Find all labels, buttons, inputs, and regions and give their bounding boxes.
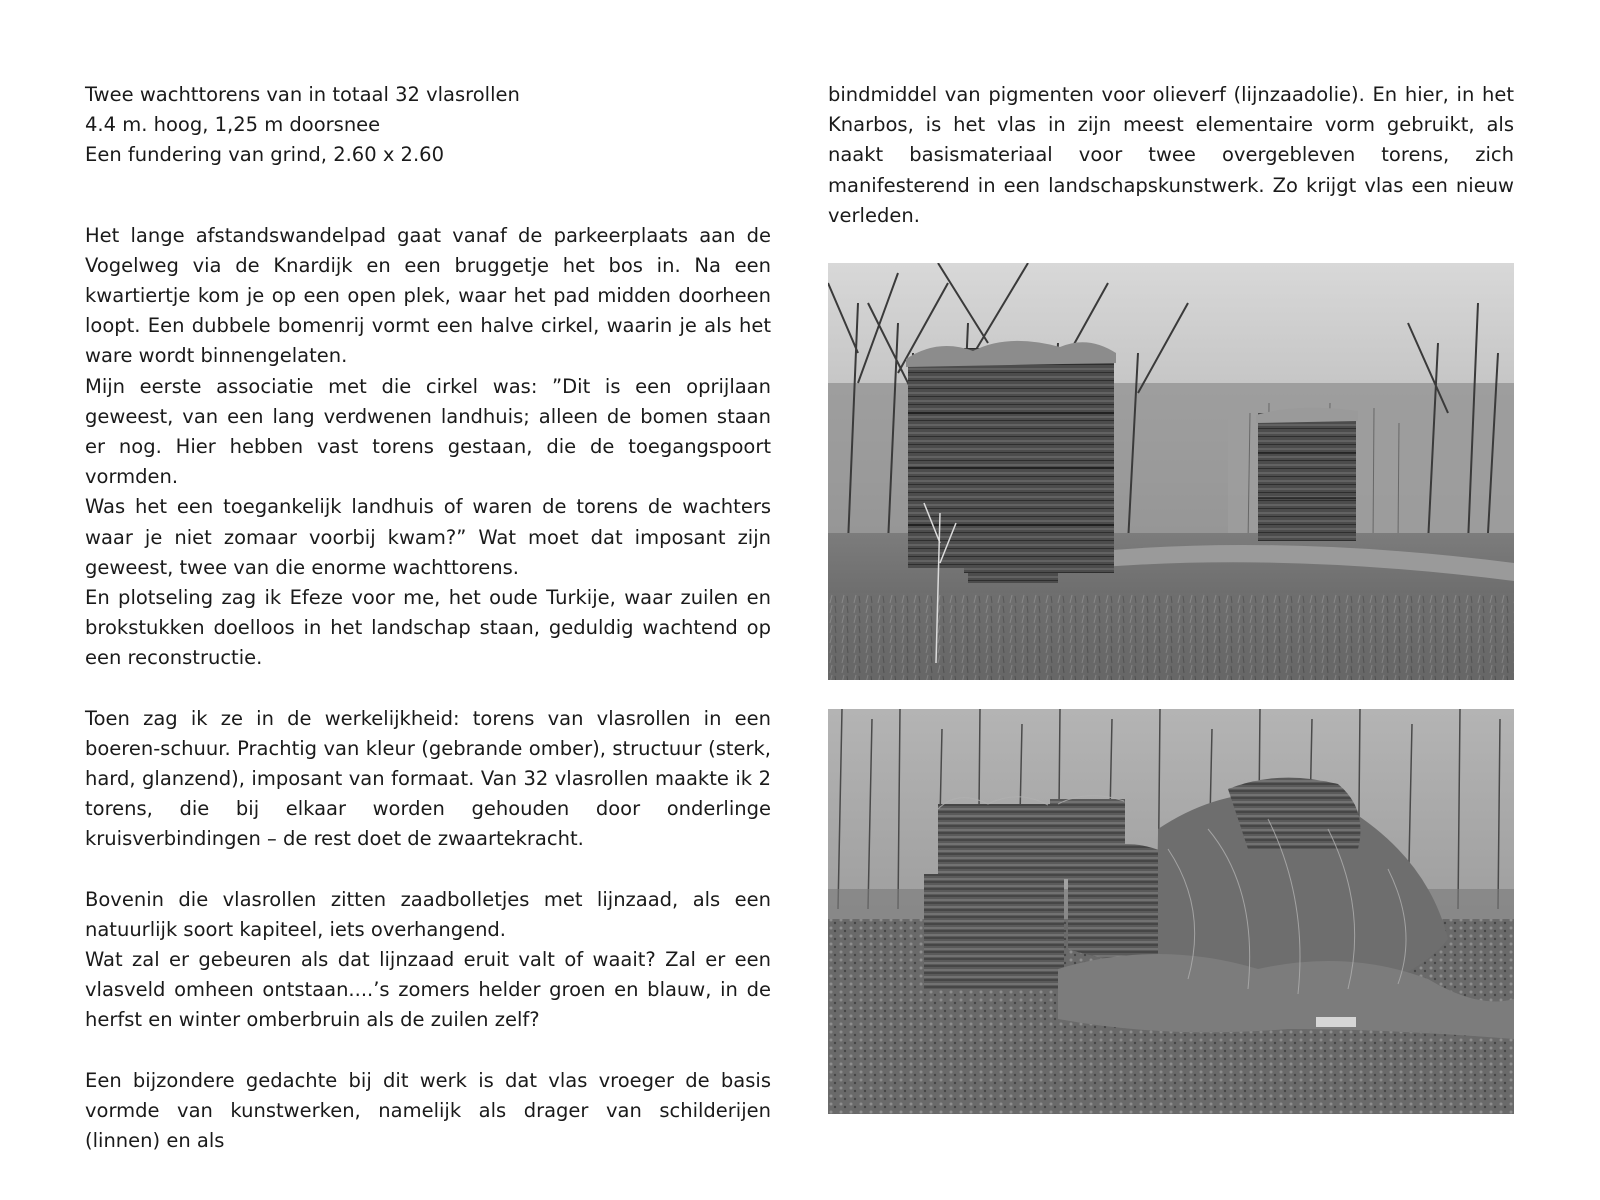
paragraph: bindmiddel van pigmenten voor olieverf (lijnzaadolie). En hier, in het Knarbos, is het vlas in zijn meest elementaire vorm gebruikt, als naakt basismateriaal voor twee overgebleven torens, zich manifesterend in een landschapskunstwerk. Zo krijgt vlas een nieuw verleden. xyxy=(828,83,1514,227)
paragraph: Mijn eerste associatie met die cirkel was: ”Dit is een oprijlaan geweest, van een lang verdwenen landhuis; alleen de bomen staan er nog. Hier hebben vast torens gestaan, die de toegangspoort vormden. xyxy=(85,374,771,489)
paragraph: Toen zag ik ze in de werkelijkheid: torens van vlasrollen in een boeren-schuur. Prachtig van kleur (gebrande omber), structuur (sterk, hard, glanzend), imposant van formaat. Van 32 vlasrollen maakte ik 2 torens, die bij elkaar worden gehouden door onderlinge kruisverbindingen – de rest doet de zwaartekracht. xyxy=(85,706,771,851)
left-column xyxy=(85,80,771,1156)
spec-line: Een fundering van grind, 2.60 x 2.60 xyxy=(85,143,444,167)
paragraph: Wat zal er gebeuren als dat lijnzaad eruit valt of waait? Zal er een vlasveld omheen ontstaan....’s zomers helder groen en blauw, in de herfst en winter omberbruin als de zuilen zelf? xyxy=(85,948,771,1032)
paragraph: Bovenin die vlasrollen zitten zaadbolletjes met lijnzaad, als een natuurlijk soort kapiteel, iets overhangend. xyxy=(85,887,771,941)
paragraph: En plotseling zag ik Efeze voor me, het oude Turkije, waar zuilen en brokstukken doelloos in het landschap staan, geduldig wachtend op een reconstructie. xyxy=(85,586,771,670)
paragraph: Het lange afstandswandelpad gaat vanaf de parkeerplaats aan de Vogelweg via de Knardijk en een bruggetje het bos in. Na een kwartiertje kom je op een open plek, waar het pad midden doorheen loopt. Een dubbele bomenrij vormt een halve cirkel, waarin je als het ware wordt binnengelaten. xyxy=(85,223,771,368)
spec-line: 4.4 m. hoog, 1,25 m doorsnee xyxy=(85,113,381,137)
photo-flax-towers xyxy=(828,263,1514,680)
photo-collapsed-flax-rolls xyxy=(828,709,1514,1114)
paragraph: Een bijzondere gedachte bij dit werk is dat vlas vroeger de basis vormde van kunstwerken, namelijk als drager van schilderijen (linnen) en als xyxy=(85,1068,771,1153)
right-column xyxy=(828,80,1514,231)
spec-line: Twee wachttorens van in totaal 32 vlasrollen xyxy=(85,83,520,106)
paragraph: Was het een toegankelijk landhuis of waren de torens de wachters waar je niet zomaar voorbij kwam?” Wat moet dat imposant zijn geweest, twee van die enorme wachttorens. xyxy=(85,495,771,579)
